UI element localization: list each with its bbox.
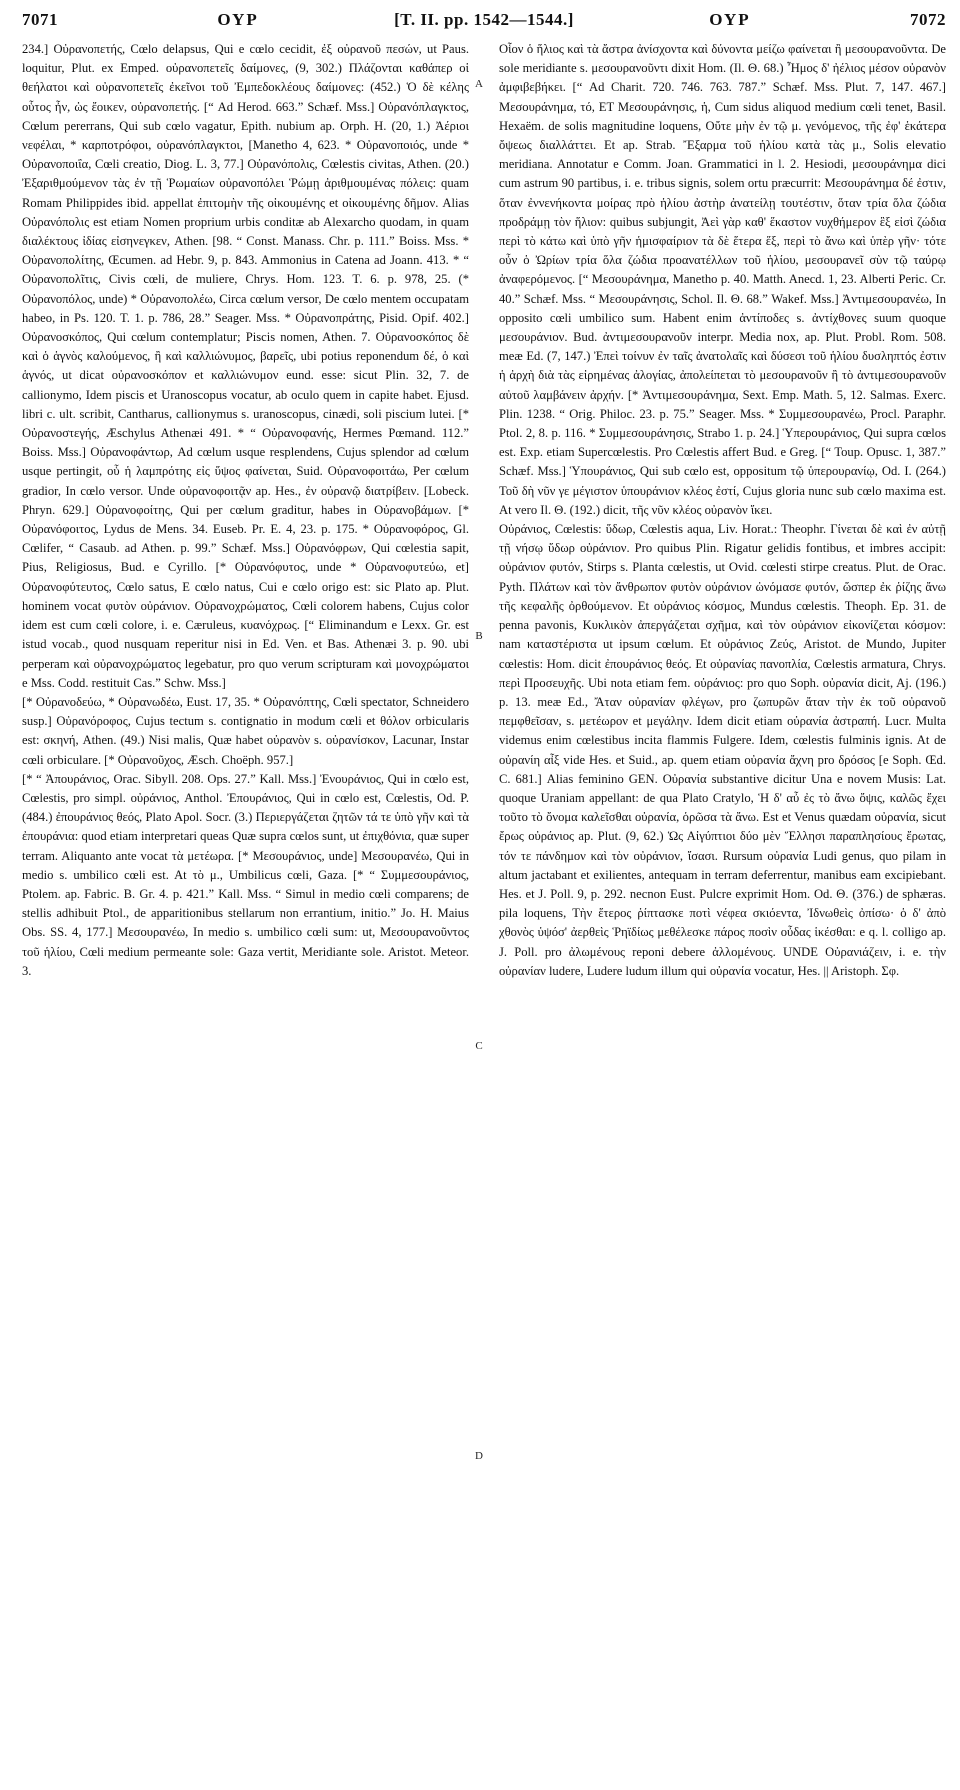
- margin-letter-b: B: [475, 630, 483, 642]
- page-number-right: 7072: [909, 10, 946, 29]
- margin-letter-c: C: [475, 1040, 483, 1052]
- page-header: [22, 10, 946, 40]
- page-number-left: 7071: [22, 10, 58, 29]
- two-column-body: [22, 40, 946, 1782]
- entry-block-3: [* “ Ἀπουράνιος, Orac. Sibyll. 208. Ops. 27.” Kall. Mss.] Ἐνουράνιος, Qui in cœlo est, Cœlestis, pro simpl. οὐράνιος, Anthol. Ἐπουράνιος, Qui in cœlo est, Cœlestis, Od. P. (484.) ἐπουράνιος θεός, Plato Apol. Socr. (3.) Περιεργάζεται ζητῶν τά τε ὑπὸ γῆν καὶ τὰ ἐπουράνια: quod etiam interpretari queas Quæ supra cœlos sunt, ut ἐπιχθόνια, quæ super terram. Aliquanto ante vocat τὰ μετέωρα. [* Μεσουράνιος, unde] Μεσουρανέω, Qui in medio s. umbilico cœli est. At τὸ μ., Umbilicus cœli, Gaza. [* “ Συμμεσουράνιος, Ptolem. ap. Fabric. B. Gr. 4. p. 421.” Kall. Mss. “ Simul in medio cœli comparens; de stellis adhibuit Ptol., de apparitionibus stellarum non errantium, initio.” Jo. H. Maius Obs. SS. 4, 177.] Μεσουρανέω, In medio s. umbilico cœli sum: ut, Μεσουρανοῦντος τοῦ ἡλίου, Cœli medium permeante sole: Gaza vertit, Meridiante sole. Aristot. Meteor. 3.: [22, 771, 469, 978]
- right-column: [499, 40, 946, 1782]
- volume-reference: [T. II. pp. 1542—1544.]: [394, 10, 574, 29]
- left-column: [22, 40, 469, 1782]
- entry-block-4: Οἷον ὁ ἥλιος καὶ τὰ ἄστρα ἀνίσχοντα καὶ δύνοντα μείζω φαίνεται ἢ μεσουρανοῦντα. De sole meridiante s. μεσουρανοῦντι dixit Hom. (Il. Θ. 68.) Ἦμος δ' ἠέλιος μέσον οὐρανὸν ἀμφιβεβήκει. [“ Ad Charit. 720. 746. 763. 787.” Schæf. Mss. Plut. 7, 147. 467.] Μεσουράνημα, τό, ET Μεσουράνησις, ἡ, Cum sidus aliquod medium cœli tenet, Basil. Hexaëm. de solis magnitudine loquens, Οὔτε μὴν ἐν τῷ μ. γενόμενος, τῆς ἐφ' ἑκάτερα ὄψεως διαλλάττει. Et ap. Strab. Ἔξαρμα τοῦ ἡλίου κατὰ τὰς μ., Solis elevatio meridiana. Annotatur e Comm. Joan. Grammatici in l. 2. Hesiodi, μεσουράνημα dici cum astrum 90 partibus, i. e. tribus signis, solem ortu præcurrit: Μεσουράνημα δέ ἐστιν, ὅταν ἐννενήκοντα μοίρας πρὸ ἡλίου ἀστὴρ ἀνατείλῃ τουτέστιν, ὅταν τρία ὅλα ζώδια προδράμῃ τὸν ἥλιον: quibus subjungit, Ἀεὶ γὰρ καθ' ἕκαστον νυχθήμερον ἓξ εἰσὶ ζώδια περὶ τὸ κάτω καὶ ὑπὸ γῆν ἡμισφαίριον τὰ δὲ ἕτερα ἕξ, περὶ τὸ ἄνω καὶ ὑπὲρ γῆν· τότε οὖν ὁ Ὠρίων τρία ὅλα ζώδια προανατέλλων τοῦ ἡλίου, μεσουρανεῖ σὺν τῷ ταύρῳ ἀναφερόμενος. [“ Μεσουράνημα, Manetho p. 40. Matth. Anecd. 1, 23. Alberti Peric. Cr. 40.” Schæf. Mss. “ Μεσουράνησις, Schol. Il. Θ. 68.” Wakef. Mss.] Ἀντιμεσουρανέω, In opposito cœli umbilico sum. Habent enim ἀντίποδες s. ἀντίχθονες suum quoque μεσουράνιον. Bud. ἀντιμεσουρανοῦν interpr. Media nox, ap. Plut. Probl. Rom. 508. meæ Ed. (7, 147.) Ἐπεὶ τοίνυν ἐν ταῖς ἀνατολαῖς καὶ δύσεσι τοῦ ἡλίου δυσληπτός ἐστιν ἡ ἀρχὴ διὰ τὰς εἰρημένας ἀλογίας, ἀπολείπεται τὸ μεσουρανοῦν ἢ τὸ ἀντιμεσουρανοῦν αὐτοῦ λαμβάνειν ἀρχήν. [* Ἀντιμεσουράνημα, Sext. Emp. Math. 5, 12. Salmas. Exerc. Plin. 1238. “ Orig. Philoc. 23. p. 75.” Seager. Mss. * Συμμεσουρανέω, Procl. Paraphr. Ptol. 2, 8. p. 116. * Συμμεσουράνησις, Strabo 1. p. 24.] Ὑπερουράνιος, Qui supra cœlos est. Exp. etiam Supercœlestis. Pro Cœlestis affert Bud. e Greg. [“ Toup. Opusc. 1, 387.” Schæf. Mss.] Ὑπουράνιος, Qui sub cœlo est, oppositum τῷ ὑπερουρανίῳ, Od. I. (264.) Τοῦ δὴ νῦν γε μέγιστον ὑπουράνιον κλέος ἐστί, Cujus gloria nunc sub cœlo maxima est. At vero Il. Θ. (192.) dicit, τῆς νῦν κλέος οὐρανὸν ἵκει.: [499, 42, 946, 517]
- running-headword-left: ΟΥΡ: [217, 10, 259, 29]
- margin-letter-d: D: [475, 1450, 483, 1462]
- margin-letter-a: A: [475, 78, 483, 90]
- entry-block-2: [* Οὐρανοδεύω, * Οὐρανωδέω, Eust. 17, 35. * Οὐρανόπτης, Cœli spectator, Schneidero susp.] Οὐρανόροφος, Cujus tectum s. contignatio in modum cœli et θόλον orbicularis est: σκηνή, Athen. (49.) Nisi malis, Quæ habet οὐρανὸν s. οὐρανίσκον, Lacunar, Instar cœli orbiculare. [* Οὐρανοῦχος, Æsch. Choëph. 957.]: [22, 694, 469, 767]
- entry-block-5: Οὐράνιος, Cœlestis: ὕδωρ, Cœlestis aqua, Liv. Horat.: Theophr. Γίνεται δὲ καὶ ἐν αὐτῇ τῇ νήσῳ ὕδωρ οὐράνιον. Pro quibus Plin. Rigatur gelidis fontibus, et imbres accipit: οὐράνιον φυτόν, Stirps s. Planta cœlestis, ut Ovid. cœlesti stirpe creatus. Plut. de Orac. Pyth. Πλάτων καὶ τὸν ἄνθρωπον φυτὸν οὐράνιον ὠνόμασε φυτόν, ὥσπερ ἐκ ῥίζης ἄνω τῆς κεφαλῆς ὀρθούμενον. Et οὐράνιος κόσμος, Mundus cœlestis. Theoph. Ep. 31. de penna pavonis, Κυκλικὸν ἀπεργάζεται σχῆμα, καὶ τὸν οὐράνιον εἰκονίζεται κόσμον: nam καταστέριστα ut ipsum cœlum. Et οὐράνιος Ζεύς, Aristot. de Mundo, Jupiter cœlestis: Hom. dicit ἐπουράνιος θεός. Et οὐρανίας πανοπλία, Cœlestis armatura, Chrys. περὶ Προσευχῆς. Ubi nota etiam fem. οὐράνιος: pro quo Soph. οὐρανία dicit, Aj. (196.) p. 13. meæ Ed., Ἄταν οὐρανίαν φλέγων, pro ζωπυρῶν ἄταν τὴν ἐκ τοῦ οὐρανοῦ πεμφθεῖσαν, s. μετέωρον et μεγάλην. Idem dicit etiam οὐρανία ἀστραπή. Lucr. Multa videmus enim cœlestibus incita flammis Fulgere. Idem, cœlestis fulminis ignis. At de οὐρανίη αἶξ vide Hes. et Suid., ap. quem etiam οὐρανία ἄχνη pro δρόσος [e Soph. Œd. C. 681.] Alias feminino GEN. Οὐρανία substantive dicitur Una e novem Musis: Lat. quoque Uraniam appellant: de qua Plato Cratylo, Ἡ δ' αὖ ἐς τὸ ἄνω ὄψις, καλῶς ἔχει τοῦτο τὸ ὄνομα καλεῖσθαι οὐρανία, ὁρῶσα τὰ ἄνω. Est et Venus quædam οὐρανία, sicut ἔρως οὐράνιος ap. Plut. (9, 62.) Ὡς Αἰγύπτιοι δύο μὲν Ἕλλησι παραπλησίους ἔρωτας, τόν τε πάνδημον καὶ τὸν οὐράνιον, ἴσασι. Rursum οὐρανία Ludi genus, quo pilam in altum jactabant et exilientes, antequam in terram deferrentur, manibus eam excipiebant. Hes. et J. Poll. 9, p. 292. necnon Eust. Pulcre exprimit Hom. Od. Θ. (376.) de sphæras. pila loquens, Τὴν ἕτερος ῥίπτασκε ποτὶ νέφεα σκιόεντα, Ἰδνωθεὶς ὀπίσω· ὁ δ' ἀπὸ χθονὸς ὑψόσ' ἀερθεὶς Ῥηϊδίως μεθέλεσκε πάρος ποσὶν οὖδας ἱκέσθαι: e q. l. colligo ap. J. Poll. pro ἀλωμένους reponi debere ἀλλομένους. UNDE Οὐρανιάζειν, i. e. τὴν οὐρανίαν ludere, Ludere ludum illum qui οὐρανία vocatur, Hes. || Aristoph. Σφ.: [499, 522, 946, 978]
- entry-block-1: 234.] Οὐρανοπετής, Cœlo delapsus, Qui e cœlo cecidit, ἐξ οὐρανοῦ πεσών, ut Paus. loquitur, Plut. ex Emped. οὐρανοπετεῖς δαίμονες, (9, 302.) Πλάζονται καθάπερ οἱ θεήλατοι καὶ οὐρανοπετεῖς ἐκεῖνοι τοῦ Ἐμπεδοκλέους δαίμονες: (452.) Ὁ δὲ κέλης οὗτος ἦν, ὡς ἔοικεν, οὐρανοπετής. [“ Ad Herod. 663.” Schæf. Mss.] Οὐρανόπλαγκτος, Cœlum pererrans, Qui sub cœlo vagatur, Epith. nubium ap. Orph. H. (20, 1.) Ἀέριοι νεφέλαι, * καρποτρόφοι, οὐρανόπλαγκτοι, [Manetho 4, 623. * Οὐρανοποιός, unde * Οὐρανοποιΐα, Cœli creatio, Diog. L. 3, 77.] Οὐρανόπολις, Cœlestis civitas, Athen. (20.) Ἐξαριθμούμενον τὰς ἐν τῇ Ῥωμαίων οὐρανοπόλει Ῥώμῃ ἀριθμουμένας πόλεις: quam Romam Philippides ibid. appellat ἐπιτομὴν τῆς οἰκουμένης et οἰκουμένης δῆμον. Alias Οὐρανόπολις est etiam Nomen proprium urbis conditæ ab Alexarcho quodam, in quam διαλέκτους ἰδίας εἰσηνεγκεν, Athen. [98. “ Const. Manass. Chr. p. 111.” Boiss. Mss. * Οὐρανοπολίτης, Œcumen. ad Hebr. 9, p. 843. Ammonius in Catena ad Joann. 413. * “ Οὐρανοπολῖτις, Civis cœli, de muliere, Chrys. Hom. 123. T. 6. p. 978, 25. (* Οὐρανοπόλος, unde) * Οὐρανοπολέω, Circa cœlum versor, De cœlo mentem occupatam habeo, in Ps. 120. T. 1. p. 786, 28.” Seager. Mss. * Οὐρανοπράτης, Pisid. Opif. 402.] Οὐρανοσκόπος, Qui cœlum contemplatur; Piscis nomen, Athen. 7. Οὐρανοσκόπος δὲ καὶ ὁ ἁγνὸς καλούμενος, ἢ καὶ καλλιώνυμος, βαρεῖς, ubi potius reponendum δέ, ὁ καὶ ἁγνός, ut dicat οὐρανοσκόπον et καλλιώνυμον eund. esse: sicut Plin. 32, 7. de callionymo, Idem piscis et Uranoscopus vocatur, ab oculo quem in capite habet. Ejusd. libri c. ult. scribit, Cantharus, callionymus s. uranoscopus, cinædi, soli piscium lutei. [* Οὐρανοστεγής, Æschylus Athenæi 491. * “ Οὐρανοφανής, Hermes Pœmand. 112.” Boiss. Mss.] Οὐρανοφάντωρ, Ad cœlum usque resplendens, Cujus splendor ad cœlum usque pertingit, οὗ ἡ λαμπρότης εἰς ὕψος φαίνεται, Suid. Οὐρανοφοιτάω, Per cœlum gradior, In cœlo versor. Unde οὐρανοφοιτᾷν ap. Hes., ἐν οὐρανῷ διατρίβειν. [Lobeck. Phryn. 629.] Οὐρανοφοίτης, Qui per cœlum graditur, habes in Οὐρανοβάμων. [* Οὐρανόφοιτος, Lydus de Mens. 34. Euseb. Pr. E. 4, 23. p. 175. * Οὐρανοφόρος, Gl. Cœlifer, “ Casaub. ad Athen. p. 99.” Schæf. Mss.] Οὐρανόφρων, Qui cœlestia sapit, Pius, Religiosus, Bud. e Cyrillo. [* Οὐρανόφυτος, unde * Οὐρανοφυτεύω, et] Οὐρανοφύτευτος, Cœlo satus, E cœlo natus, Cui e cœlo origo est: sic Plato ap. Plut. hominem vocat φυτὸν οὐράνιον. Οὐρανοχρώματος, Cœli colorem habens, Cujus color idem est cum cœli colore, i. e. Cæruleus, κυανόχρως. [“ Eliminandum e Lexx. Gr. est istud vocab., quod nusquam reperitur nisi in Ed. Ven. et Bas. Athenæi 3. p. 90. ubi perperam καὶ οὐρανοχρώματος legebatur, pro quo verum scripturam καὶ μονοχρώματοι e Mss. Codd. restituit Cas.” Schw. Mss.]: [22, 42, 469, 690]
- running-headword-right: ΟΥΡ: [709, 10, 751, 29]
